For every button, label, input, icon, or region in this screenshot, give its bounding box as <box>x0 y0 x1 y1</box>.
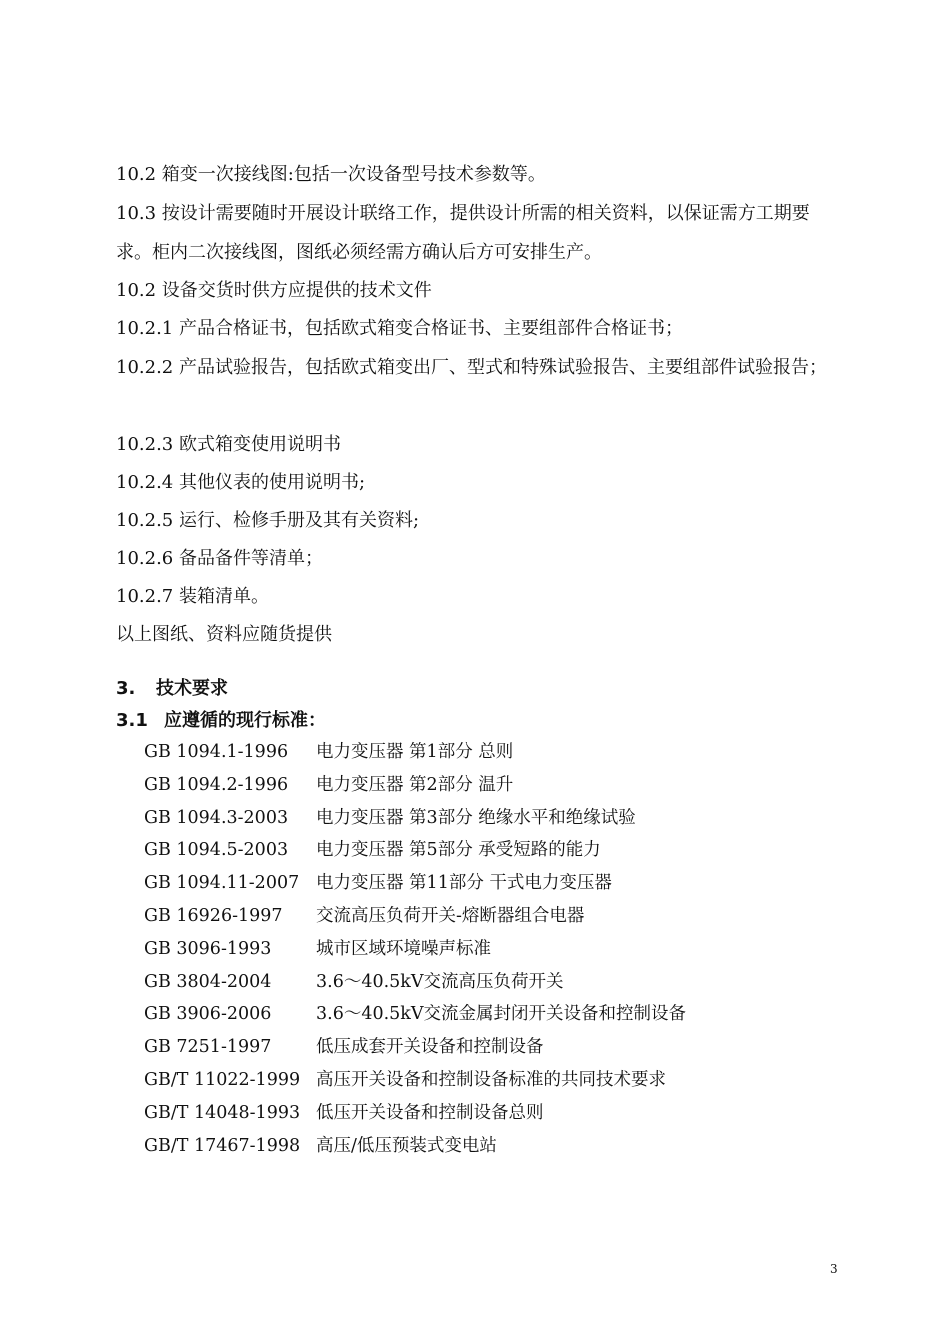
standard-code: GB 1094.3-2003 <box>144 807 289 828</box>
paragraph-10-2-2: 10.2.2 产品试验报告，包括欧式箱变出厂、型式和特殊试验报告、主要组部件试验报告； <box>116 357 827 378</box>
standard-title: 电力变压器 第3部分 绝缘水平和绝缘试验 <box>316 807 636 828</box>
standard-title: 电力变压器 第2部分 温升 <box>316 774 514 795</box>
standard-title: 低压开关设备和控制设备总则 <box>316 1102 544 1123</box>
standard-title: 电力变压器 第1部分 总则 <box>316 742 514 762</box>
section-title: 技术要求 <box>156 678 228 699</box>
standard-title: 交流高压负荷开关-熔断器组合电器 <box>316 905 585 926</box>
paragraph-10-2-7: 10.2.7 装箱清单。 <box>116 586 269 607</box>
standard-code: GB 1094.11-2007 <box>144 873 300 894</box>
paragraph-10-2-5: 10.2.5 运行、检修手册及其有关资料; <box>116 510 420 531</box>
paragraph-10-2-3: 10.2.3 欧式箱变使用说明书 <box>116 434 341 455</box>
standard-code: GB 7251-1997 <box>144 1037 272 1058</box>
standard-title: 电力变压器 第11部分 干式电力变压器 <box>316 873 612 894</box>
standard-code: GB 1094.1-1996 <box>144 742 289 762</box>
section-number: 3. <box>116 678 136 699</box>
paragraph-supply-note: 以上图纸、资料应随货提供 <box>116 624 332 645</box>
paragraph-10-2-wiring-diagram: 10.2 箱变一次接线图:包括一次设备型号技术参数等。 <box>116 164 546 185</box>
standard-title: 3.6～40.5kV交流高压负荷开关 <box>316 971 564 992</box>
paragraph-10-2-technical-documents: 10.2 设备交货时供方应提供的技术文件 <box>116 280 432 301</box>
standard-title: 低压成套开关设备和控制设备 <box>316 1037 544 1058</box>
standard-title: 高压开关设备和控制设备标准的共同技术要求 <box>316 1069 666 1090</box>
subsection-heading <box>116 708 326 734</box>
subsection-title: 应遵循的现行标准： <box>164 710 326 731</box>
section-heading <box>116 676 228 702</box>
subsection-number: 3.1 <box>116 710 148 731</box>
standard-code: GB 3804-2004 <box>144 971 272 992</box>
standard-code: GB/T 14048-1993 <box>144 1102 301 1123</box>
standard-code: GB 1094.5-2003 <box>144 840 289 861</box>
standard-title: 城市区域环境噪声标准 <box>316 938 491 959</box>
standard-title: 3.6～40.5kV交流金属封闭开关设备和控制设备 <box>316 1004 687 1025</box>
standard-title: 高压/低压预装式变电站 <box>316 1135 497 1156</box>
standard-title: 电力变压器 第5部分 承受短路的能力 <box>316 840 601 861</box>
paragraph-10-2-6: 10.2.6 备品备件等清单； <box>116 548 323 569</box>
standard-code: GB 1094.2-1996 <box>144 774 289 795</box>
paragraph-10-2-4: 10.2.4 其他仪表的使用说明书; <box>116 472 366 493</box>
standard-code: GB 3096-1993 <box>144 938 272 959</box>
standard-code: GB/T 17467-1998 <box>144 1135 301 1156</box>
standard-code: GB 3906-2006 <box>144 1004 272 1025</box>
standard-code: GB/T 11022-1999 <box>144 1069 301 1090</box>
standard-code: GB 16926-1997 <box>144 905 283 926</box>
paragraph-10-3-design-liaison: 10.3 按设计需要随时开展设计联络工作，提供设计所需的相关资料，以保证需方工期要求。柜内二次接线图，图纸必须经需方确认后方可安排生产。 <box>116 203 810 263</box>
page-number: 3 <box>830 1262 838 1276</box>
paragraph-10-2-1: 10.2.1 产品合格证书，包括欧式箱变合格证书、主要组部件合格证书； <box>116 318 683 339</box>
